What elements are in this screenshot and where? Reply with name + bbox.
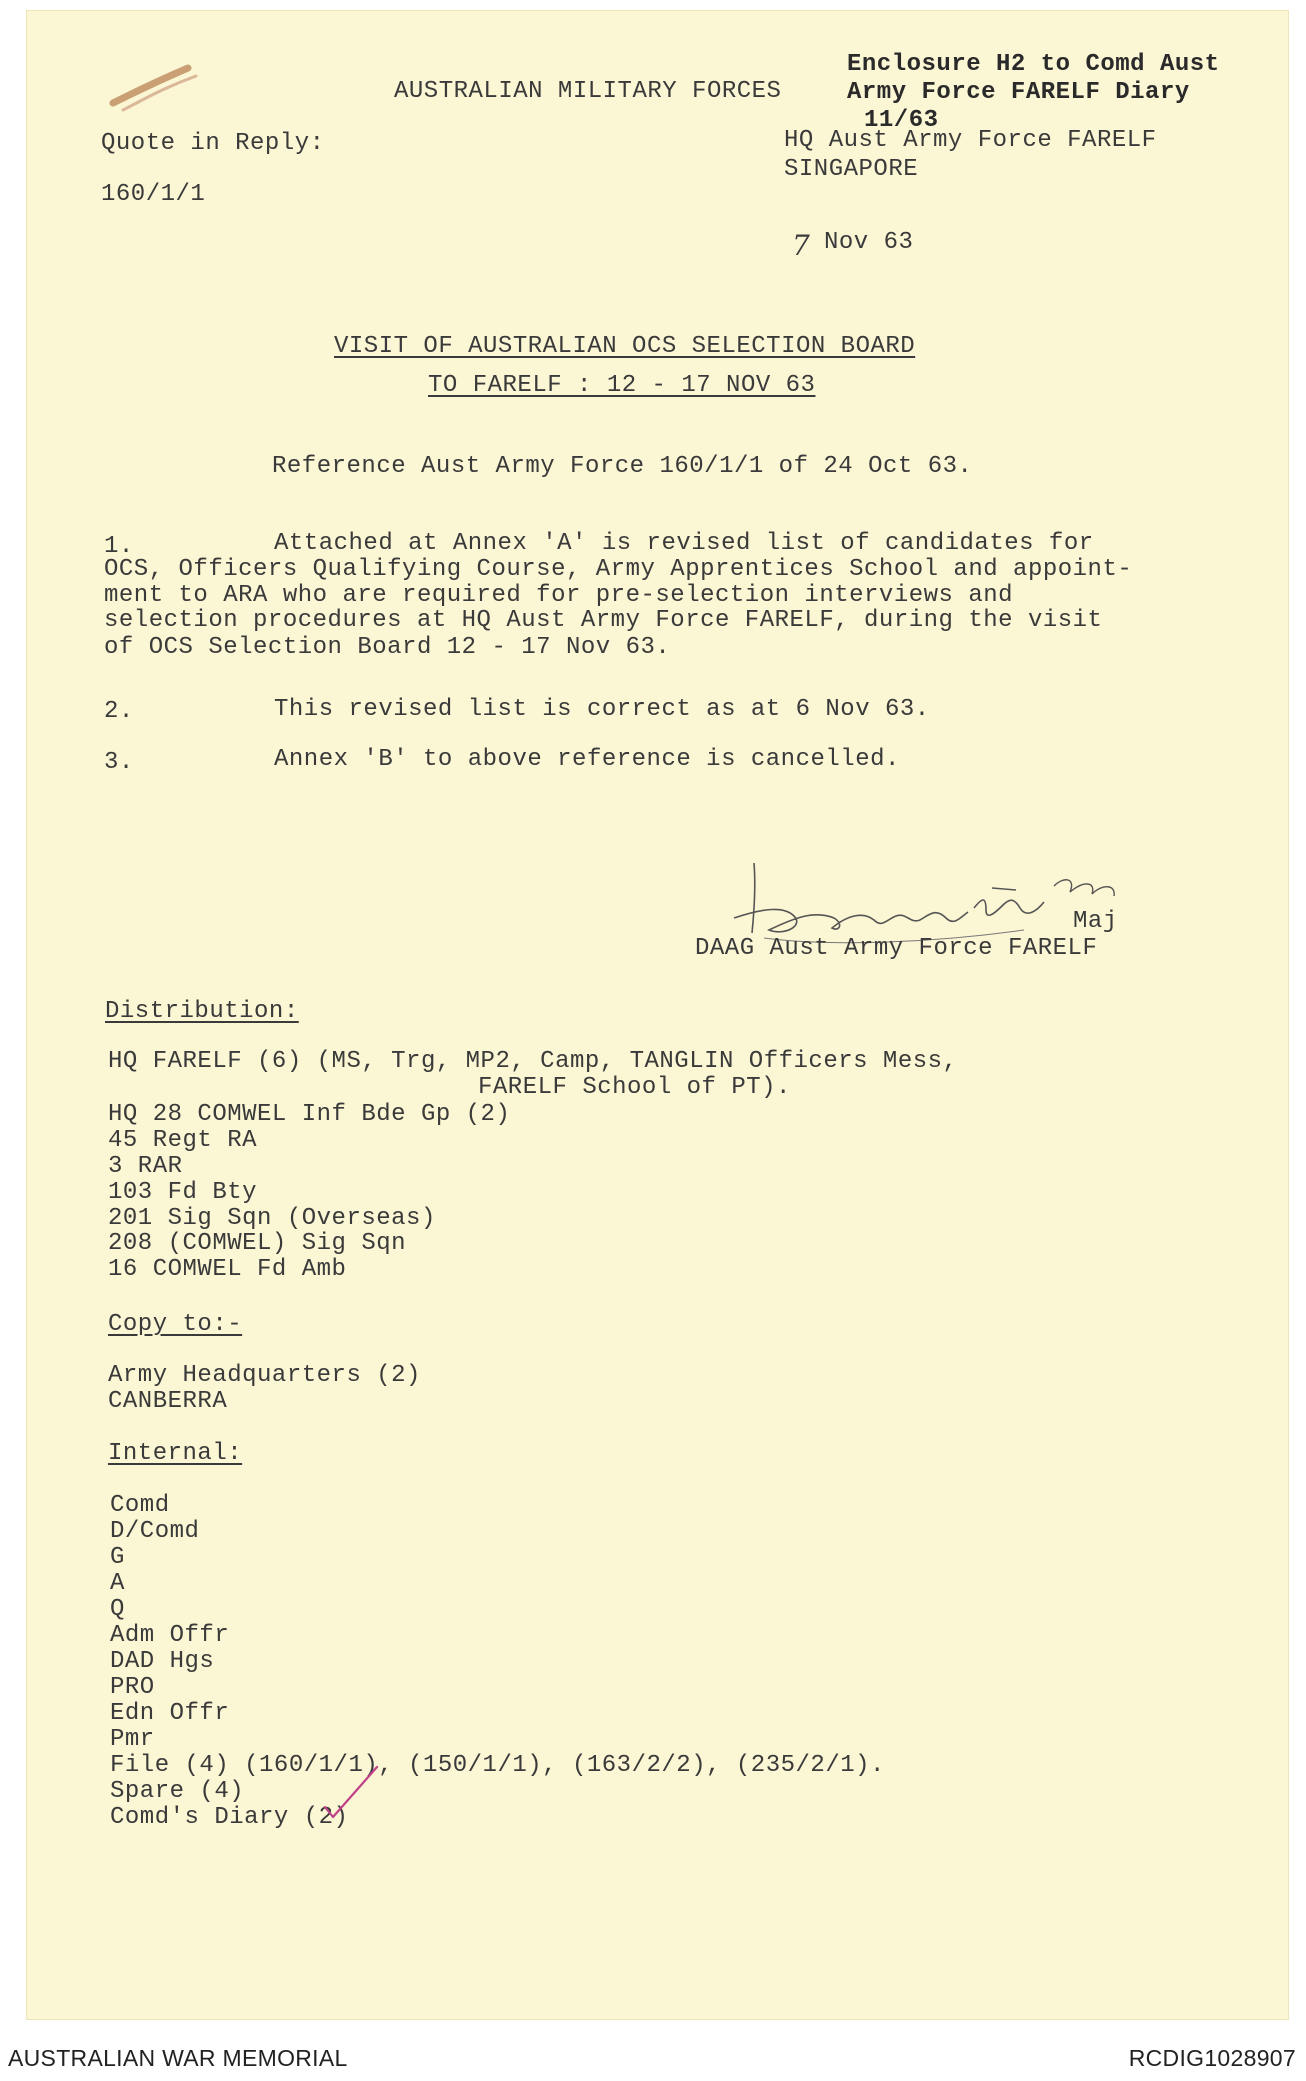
enclosure-note-line3: 11/63 xyxy=(864,107,939,134)
reference-line: Reference Aust Army Force 160/1/1 of 24 Oct 63. xyxy=(272,453,973,480)
tick-mark-icon xyxy=(321,1763,381,1823)
internal-item: G xyxy=(110,1544,125,1571)
distribution-item: FARELF School of PT). xyxy=(478,1074,791,1101)
date-month-year: Nov 63 xyxy=(824,229,914,256)
paragraph-line: Annex 'B' to above reference is cancelled. xyxy=(274,746,900,773)
paragraph-line: This revised list is correct as at 6 Nov 63. xyxy=(274,696,930,723)
address-line1: HQ Aust Army Force FARELF xyxy=(784,127,1157,154)
internal-item: Adm Offr xyxy=(110,1622,230,1649)
distribution-item: 103 Fd Bty xyxy=(108,1179,258,1206)
paragraph-number: 1. xyxy=(104,533,134,560)
paragraph-line: of OCS Selection Board 12 - 17 Nov 63. xyxy=(104,634,671,661)
copy-to-heading: Copy to:- xyxy=(108,1311,243,1338)
distribution-heading: Distribution: xyxy=(105,998,299,1025)
internal-item: Comd's Diary (2) xyxy=(110,1804,349,1831)
quote-in-reply-label: Quote in Reply: xyxy=(101,130,325,157)
archive-footer-right: RCDIG1028907 xyxy=(1128,2045,1296,2071)
copy-to-item: CANBERRA xyxy=(108,1388,228,1415)
internal-item: Q xyxy=(110,1596,125,1623)
internal-heading: Internal: xyxy=(108,1440,243,1467)
internal-item: Spare (4) xyxy=(110,1778,245,1805)
signatory-rank: Maj xyxy=(1073,908,1118,935)
document-page xyxy=(26,10,1289,2020)
internal-item: Comd xyxy=(110,1492,170,1519)
paragraph-number: 2. xyxy=(104,698,134,725)
internal-item: A xyxy=(110,1570,125,1597)
distribution-item: 3 RAR xyxy=(108,1153,183,1180)
paragraph-line: selection procedures at HQ Aust Army Force FARELF, during the visit xyxy=(104,607,1103,634)
org-header: AUSTRALIAN MILITARY FORCES xyxy=(394,78,782,105)
distribution-item: 45 Regt RA xyxy=(108,1127,258,1154)
internal-item: D/Comd xyxy=(110,1518,200,1545)
enclosure-note-line2: Army Force FARELF Diary xyxy=(847,79,1190,106)
distribution-item: 16 COMWEL Fd Amb xyxy=(108,1256,347,1283)
address-line2: SINGAPORE xyxy=(784,156,919,183)
distribution-item: 208 (COMWEL) Sig Sqn xyxy=(108,1230,407,1257)
enclosure-note-line1: Enclosure H2 to Comd Aust xyxy=(847,51,1220,78)
internal-item: PRO xyxy=(110,1674,155,1701)
file-reference: 160/1/1 xyxy=(101,181,206,208)
copy-to-item: Army Headquarters (2) xyxy=(108,1362,421,1389)
paper-stain-mark xyxy=(108,58,203,118)
internal-item: Pmr xyxy=(110,1726,155,1753)
paragraph-line: Attached at Annex 'A' is revised list of candidates for xyxy=(274,530,1094,557)
signatory-appointment: DAAG Aust Army Force FARELF xyxy=(695,935,1098,962)
internal-item: DAD Hgs xyxy=(110,1648,215,1675)
paragraph-line: ment to ARA who are required for pre-selection interviews and xyxy=(104,582,1014,609)
title-line2: TO FARELF : 12 - 17 NOV 63 xyxy=(428,372,816,399)
paragraph-line: OCS, Officers Qualifying Course, Army Apprentices School and appoint- xyxy=(104,556,1133,583)
distribution-item: HQ FARELF (6) (MS, Trg, MP2, Camp, TANGLIN Officers Mess, xyxy=(108,1048,958,1075)
distribution-item: HQ 28 COMWEL Inf Bde Gp (2) xyxy=(108,1101,511,1128)
internal-item: File (4) (160/1/1), (150/1/1), (163/2/2), (235/2/1). xyxy=(110,1752,885,1779)
date-day-handwritten: 7 xyxy=(792,229,811,262)
paragraph-number: 3. xyxy=(104,749,134,776)
title-line1: VISIT OF AUSTRALIAN OCS SELECTION BOARD xyxy=(334,333,916,360)
distribution-item: 201 Sig Sqn (Overseas) xyxy=(108,1205,436,1232)
internal-item: Edn Offr xyxy=(110,1700,230,1727)
archive-footer-left: AUSTRALIAN WAR MEMORIAL xyxy=(8,2045,348,2071)
